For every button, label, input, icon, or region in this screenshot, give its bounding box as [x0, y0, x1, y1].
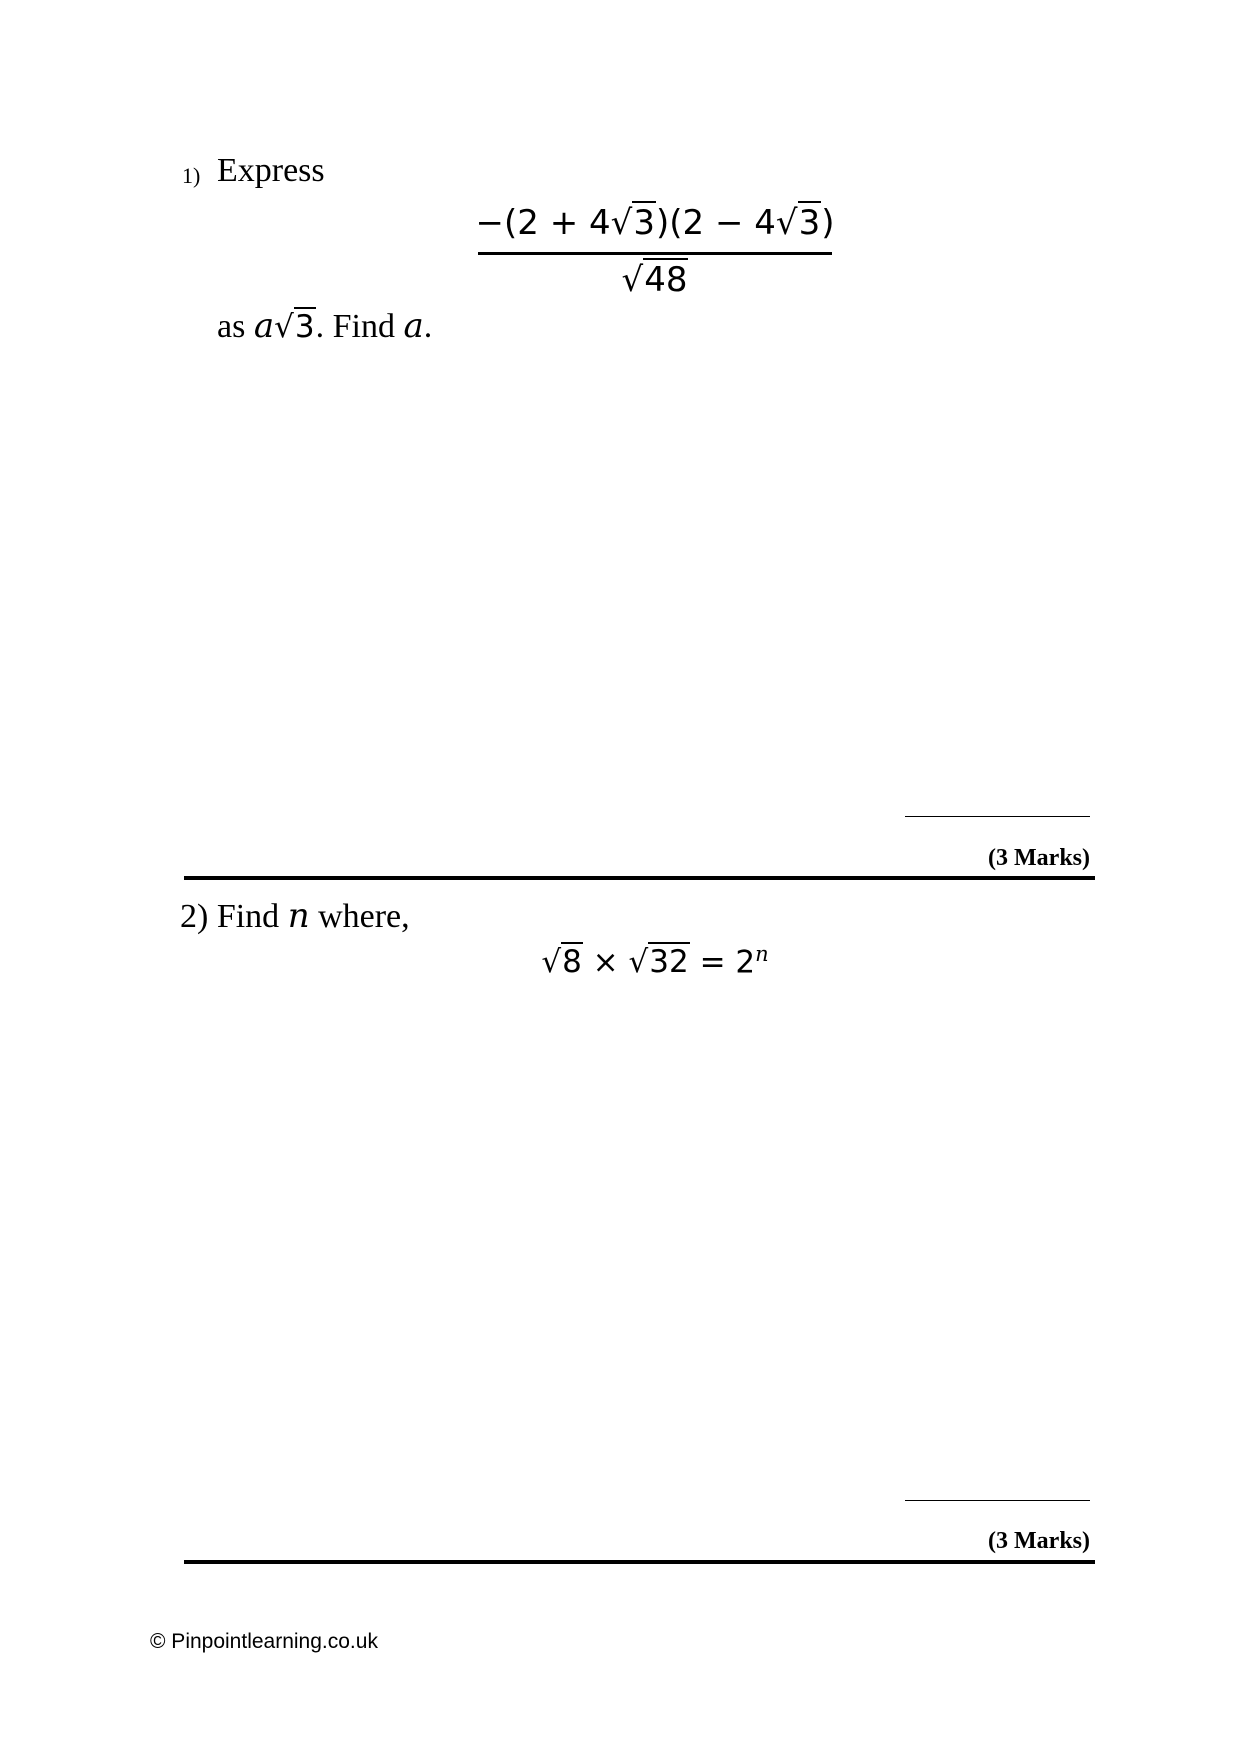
equals-two: = 2	[689, 944, 756, 981]
times-sign: ×	[582, 944, 629, 981]
numerator-part-3: )	[821, 203, 835, 243]
question-2-prompt	[180, 896, 410, 936]
variable-a-2: a	[403, 306, 424, 346]
where-text: where,	[309, 898, 410, 935]
radicand: 32	[649, 944, 689, 981]
radicand: 3	[633, 203, 655, 243]
question-2	[0, 880, 1240, 1580]
answer-line-2	[905, 1500, 1090, 1501]
section-divider-2	[184, 1560, 1095, 1564]
sqrt-3-a	[611, 203, 656, 243]
radical-sign: √	[621, 260, 644, 300]
radical-sign: √	[775, 203, 798, 243]
variable-a: a	[253, 306, 275, 346]
marks-label-2: (3 Marks)	[988, 1528, 1090, 1554]
radicand: 8	[562, 944, 582, 981]
fraction-bar	[478, 252, 832, 255]
fraction-denominator	[470, 260, 840, 300]
radical-sign: √	[628, 944, 649, 981]
question-1-intro: Express	[217, 152, 325, 189]
as-text: as	[217, 308, 254, 345]
find-text: . Find	[315, 308, 404, 345]
radical-sign: √	[274, 309, 294, 345]
radical-sign: √	[541, 944, 562, 981]
sqrt-8	[541, 944, 583, 980]
sqrt-3-b	[776, 203, 821, 243]
sqrt-32	[629, 944, 690, 980]
question-1-number: 1)	[182, 163, 201, 188]
sqrt-3-c	[274, 309, 316, 345]
exponent-n: n	[755, 942, 769, 966]
fraction-numerator	[470, 203, 840, 243]
variable-n: n	[287, 896, 310, 936]
radical-sign: √	[610, 203, 633, 243]
sqrt-48	[622, 260, 689, 300]
answer-line-1	[905, 816, 1090, 817]
numerator-part-2: )(2 − 4	[655, 203, 776, 243]
radicand: 3	[294, 309, 315, 345]
radicand: 48	[644, 260, 688, 300]
fraction	[470, 200, 840, 310]
radicand: 3	[798, 203, 821, 243]
question-1-prompt	[217, 306, 432, 346]
marks-label-1: (3 Marks)	[988, 845, 1090, 871]
equation	[0, 942, 1240, 980]
numerator-part-1: (2 + 4	[504, 203, 611, 243]
minus-sign: −	[475, 203, 505, 243]
find-text: 2) Find	[180, 898, 288, 935]
copyright-footer: © Pinpointlearning.co.uk	[150, 1630, 378, 1653]
period: .	[423, 308, 433, 345]
